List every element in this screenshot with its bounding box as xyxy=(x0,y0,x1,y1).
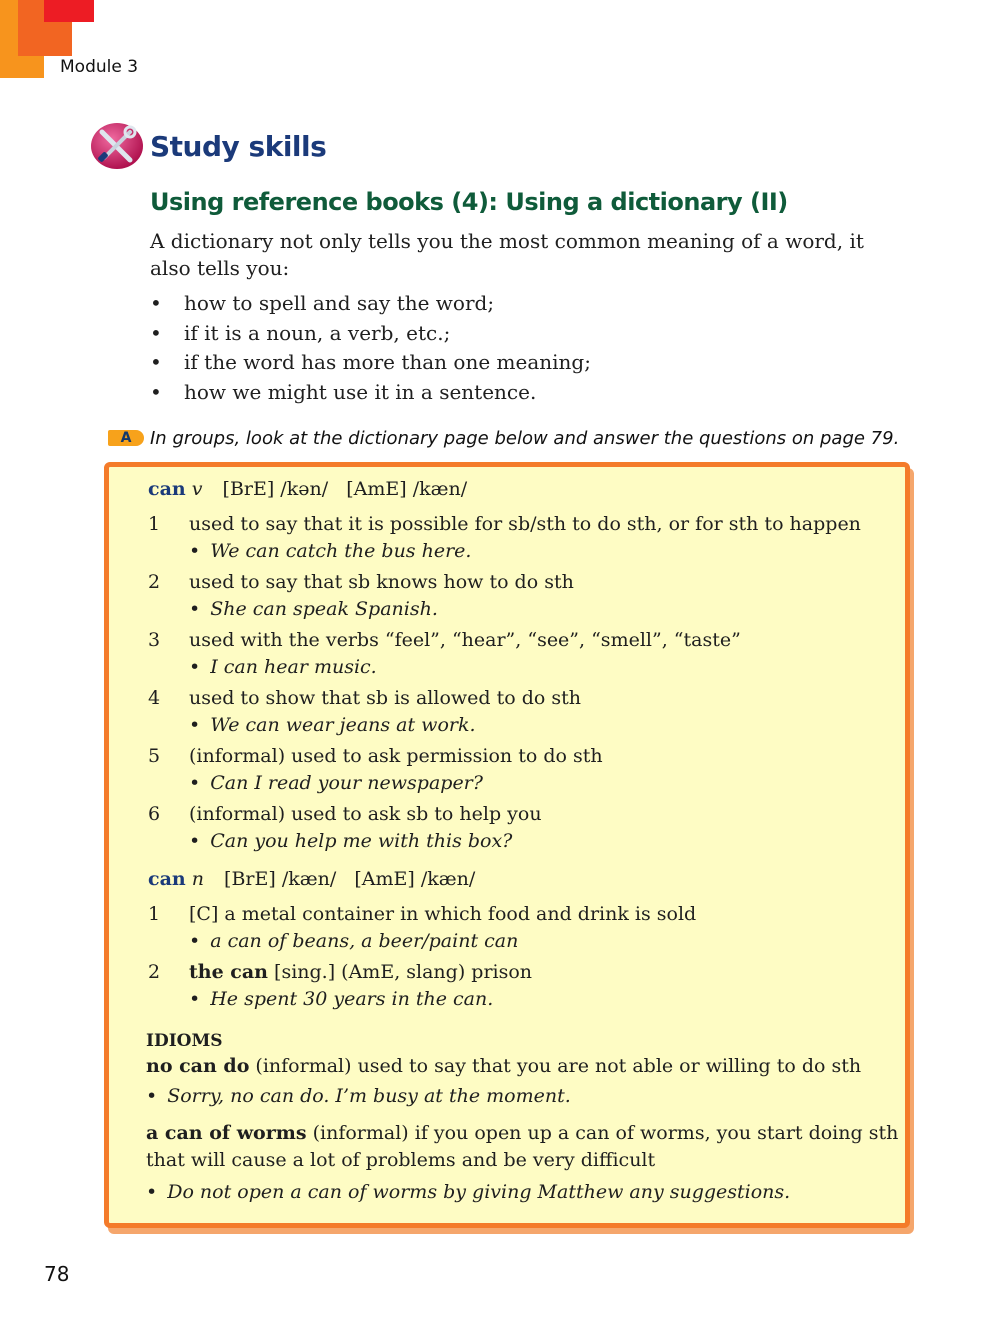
headword: can xyxy=(148,478,186,500)
sense-number: 1 xyxy=(148,903,161,925)
sense-definition: used to say that it is possible for sb/sth to do sth, or for sth to happen xyxy=(189,513,861,535)
list-item: • how to spell and say the word; xyxy=(150,291,495,315)
part-of-speech: n xyxy=(191,868,204,890)
idioms-heading: IDIOMS xyxy=(146,1031,223,1051)
sense-number: 2 xyxy=(148,571,161,593)
sense-example: • He spent 30 years in the can. xyxy=(189,988,494,1010)
idiom-example: • Do not open a can of worms by giving Matthew any suggestions. xyxy=(146,1181,791,1203)
sense-definition: used to say that sb knows how to do sth xyxy=(189,571,574,593)
sense-definition: the can [sing.] (AmE, slang) prison xyxy=(189,961,533,983)
sense-number: 4 xyxy=(148,687,161,709)
module-label: Module 3 xyxy=(60,57,139,77)
sense-number: 2 xyxy=(148,961,161,983)
pronunciation: [BrE] /kæn/ [AmE] /kæn/ xyxy=(224,868,476,890)
task-instruction: In groups, look at the dictionary page below and answer the questions on page 79. xyxy=(150,428,900,449)
section-title: Study skills xyxy=(150,130,327,163)
sense-definition: used with the verbs “feel”, “hear”, “see”, “smell”, “taste” xyxy=(189,629,741,651)
sense-example: • We can catch the bus here. xyxy=(189,540,472,562)
bullet-list xyxy=(150,289,591,407)
tools-icon xyxy=(90,122,144,170)
sense-definition: (informal) used to ask permission to do sth xyxy=(189,745,603,767)
verb-entry-header xyxy=(148,478,467,500)
sense-number: 5 xyxy=(148,745,161,767)
page-number: 78 xyxy=(44,1262,70,1286)
sense-example: • She can speak Spanish. xyxy=(189,598,438,620)
idiom-definition: a can of worms (informal) if you open up a can of worms, you start doing sth xyxy=(146,1122,899,1144)
list-item: • if the word has more than one meaning; xyxy=(150,350,591,374)
pronunciation: [BrE] /kən/ [AmE] /kæn/ xyxy=(222,478,468,500)
intro-paragraph: A dictionary not only tells you the most common meaning of a word, it also tells you: xyxy=(150,229,864,280)
sense-example: • I can hear music. xyxy=(189,656,377,678)
sense-example: • Can you help me with this box? xyxy=(189,830,513,852)
headword: can xyxy=(148,868,186,890)
sense-definition: used to show that sb is allowed to do sth xyxy=(189,687,581,709)
sense-number: 6 xyxy=(148,803,161,825)
sense-number: 1 xyxy=(148,513,161,535)
sense-number: 3 xyxy=(148,629,161,651)
list-item: • if it is a noun, a verb, etc.; xyxy=(150,320,451,345)
idiom-definition: no can do (informal) used to say that you are not able or willing to do sth xyxy=(146,1055,862,1077)
subtitle: Using reference books (4): Using a dictionary (II) xyxy=(150,188,788,216)
task-badge: A xyxy=(108,430,144,446)
sense-definition: (informal) used to ask sb to help you xyxy=(189,803,542,825)
sense-definition: [C] a metal container in which food and drink is sold xyxy=(189,903,697,925)
sense-example: • Can I read your newspaper? xyxy=(189,772,483,794)
sense-example: • We can wear jeans at work. xyxy=(189,714,476,736)
list-item: • how we might use it in a sentence. xyxy=(150,379,537,404)
sense-example: • a can of beans, a beer/paint can xyxy=(189,930,519,952)
idiom-definition-continued: that will cause a lot of problems and be very difficult xyxy=(146,1149,656,1171)
noun-entry-header xyxy=(148,868,475,890)
part-of-speech: v xyxy=(191,478,203,500)
idiom-example: • Sorry, no can do. I’m busy at the moment. xyxy=(146,1085,571,1107)
